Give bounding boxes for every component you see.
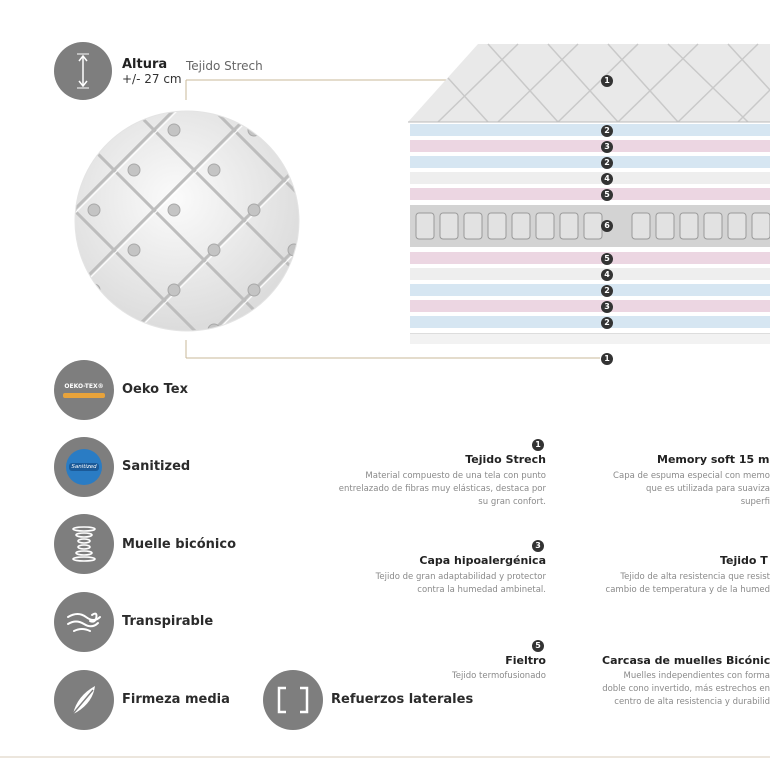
description-title: Capa hipoalergénica xyxy=(419,554,546,567)
description-title: Tejido Strech xyxy=(465,453,546,466)
layer-pink xyxy=(410,140,770,152)
layer-number-badge: 4 xyxy=(601,269,613,281)
height-value: +/- 27 cm xyxy=(122,72,182,86)
layer-blue xyxy=(410,316,770,328)
description-text: Tejido termofusionado xyxy=(452,671,546,681)
mattress-top-image xyxy=(408,42,770,124)
layer-bottom xyxy=(410,333,770,344)
layer-blue xyxy=(410,124,770,136)
description-title: Tejido T xyxy=(720,554,768,567)
description-text: Capa de espuma especial con memo que es utilizada para suaviza superfi xyxy=(613,471,770,507)
layer-pink xyxy=(410,252,770,264)
fabric-zoom-image xyxy=(74,110,300,332)
layer-number-badge: 2 xyxy=(601,125,613,137)
layer-number-badge: 6 xyxy=(601,220,613,232)
layer-number-badge: 2 xyxy=(601,317,613,329)
description-text: Material compuesto de una tela con punto entrelazado de fibras muy elásticas, destaca por su gran confort. xyxy=(338,471,546,507)
feature-label-sanitized: Sanitized xyxy=(122,459,191,474)
description-text: Tejido de alta resistencia que resist cambio de temperatura y de la humed xyxy=(605,572,770,595)
description-number-badge: 5 xyxy=(532,640,544,652)
layer-number-badge: 5 xyxy=(601,189,613,201)
description-text: Tejido de gran adaptabilidad y protector contra la humedad ambinetal. xyxy=(375,572,546,595)
sanitized-logo-text: Sanitized xyxy=(71,464,97,470)
airflow-icon xyxy=(54,592,114,652)
oeko-tex-logo-text: OEKO-TEX® xyxy=(64,382,104,390)
description-title: Carcasa de muelles Bicónic xyxy=(602,654,770,667)
layer-springs xyxy=(410,205,770,247)
feature-label-oeko-tex: Oeko Tex xyxy=(122,382,188,397)
layer-white xyxy=(410,172,770,184)
height-title: Altura xyxy=(122,57,168,72)
layer-number-badge: 4 xyxy=(601,173,613,185)
layer-white xyxy=(410,268,770,280)
description-text: Muelles independientes con forma doble cono invertido, más estrechos en centro de alta resistencia y durabilid xyxy=(602,671,770,707)
feature-label-bicone-spring: Muelle bicónico xyxy=(122,537,237,552)
description-number-badge: 3 xyxy=(532,540,544,552)
layer-number-badge: 3 xyxy=(601,141,613,153)
feature-label-side-reinforcements: Refuerzos laterales xyxy=(331,692,474,707)
layer-number-badge: 2 xyxy=(601,157,613,169)
description-title: Memory soft 15 m xyxy=(657,453,770,466)
fabric-label: Tejido Strech xyxy=(186,59,263,73)
layer-blue xyxy=(410,284,770,296)
layer-number-badge: 1 xyxy=(601,353,613,365)
layer-pink xyxy=(410,300,770,312)
spring-icon xyxy=(54,514,114,574)
layer-number-badge: 5 xyxy=(601,253,613,265)
layer-number-badge: 2 xyxy=(601,285,613,297)
feature-label-breathable: Transpirable xyxy=(122,614,214,629)
layer-blue xyxy=(410,156,770,168)
description-title: Fieltro xyxy=(505,654,546,667)
layer-pink xyxy=(410,188,770,200)
sanitized-logo-icon xyxy=(54,437,114,497)
oeko-tex-logo-icon xyxy=(54,360,114,420)
description-number-badge: 1 xyxy=(532,439,544,451)
layer-number-badge: 1 xyxy=(601,75,613,87)
feature-label-medium-firmness: Firmeza media xyxy=(122,692,230,707)
feather-icon xyxy=(54,670,114,730)
layer-number-badge: 3 xyxy=(601,301,613,313)
